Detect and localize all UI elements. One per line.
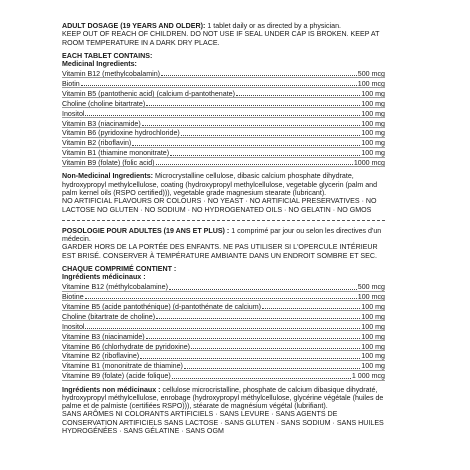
ingredient-name: Vitamine B2 (riboflavine): [62, 352, 140, 361]
ingredient-list: [62, 68, 385, 167]
section-divider: [62, 220, 385, 221]
ingredient-amount: 100 mg: [361, 139, 385, 148]
dosage-paragraph-fr: [62, 227, 385, 244]
ingredient-name: Vitamine B1 (mononitrate de thiamine): [62, 362, 183, 371]
ingredient-name: Vitamine B5 (acide pantothénique) (d-pantothénate de calcium): [62, 303, 262, 312]
contains-heading-fr: CHAQUE COMPRIMÉ CONTIENT :: [62, 265, 177, 274]
medicinal-heading: Medicinal Ingredients:: [62, 60, 137, 69]
ingredient-name: Vitamin B6 (pyridoxine hydrochloride): [62, 129, 180, 138]
ingredient-row: [62, 321, 385, 331]
ingredient-name: Inositol: [62, 109, 85, 118]
ingredient-name: Vitamine B9 (folate) (acide folique): [62, 372, 171, 381]
ingredient-row: [62, 118, 385, 128]
ingredient-row: [62, 68, 385, 78]
ingredient-name: Vitamine B12 (méthylcobalamine): [62, 283, 168, 292]
ingredient-row: [62, 78, 385, 88]
row-rule: [62, 380, 385, 381]
ingredient-amount: 1000 mcg: [353, 159, 385, 168]
non-medicinal-paragraph: [62, 172, 385, 197]
ingredient-amount: 100 mg: [361, 129, 385, 138]
ingredient-row: [62, 301, 385, 311]
dot-leader: [184, 368, 360, 369]
dot-leader: [140, 358, 360, 359]
ingredient-row: [62, 311, 385, 321]
ingredient-row: [62, 331, 385, 341]
ingredient-row: [62, 138, 385, 148]
ingredient-name: Vitamin B3 (niacinamide): [62, 119, 141, 128]
medicinal-heading-fr: Ingrédients médicinaux :: [62, 273, 146, 282]
ingredient-name: Vitamine B6 (chlorhydrate de pyridoxine): [62, 342, 191, 351]
ingredient-amount: 100 mcg: [357, 79, 385, 88]
ingredient-row: [62, 148, 385, 158]
contains-heading: EACH TABLET CONTAINS:: [62, 51, 153, 60]
english-section: [62, 22, 385, 214]
non-medicinal-text-fr: cellulose microcristalline, phosphate de calcium dibasique dihydraté, hydroxypropyl méthylcellulose, enrobage (hydroxypropyl méthylcellulose, glycérine végétale (huiles de palme et de palmiste (certifiées RSPO))), stéarate de magnésium végétal (lubrifiant).: [62, 385, 384, 411]
ingredient-amount: 100 mg: [361, 342, 385, 351]
dot-leader: [156, 164, 353, 165]
ingredient-amount: 100 mg: [361, 99, 385, 108]
ingredient-name: Vitamin B1 (thiamine mononitrate): [62, 149, 170, 158]
ingredient-row: [62, 371, 385, 381]
dot-leader: [181, 135, 361, 136]
dot-leader: [172, 378, 351, 379]
ingredient-amount: 100 mg: [361, 109, 385, 118]
ingredient-row: [62, 292, 385, 302]
ingredient-row: [62, 361, 385, 371]
french-section: [62, 227, 385, 435]
non-medicinal-text: Microcrystalline cellulose, dibasic calcium phosphate dihydrate, hydroxypropyl methylcellulose, coating (hydroxypropyl methylcellulose, vegetable glycerin (palm and palm kernel oils (RSPO certified))), vegetable grade magnesium stearate (lubricant).: [62, 172, 378, 197]
ingredient-name: Vitamin B5 (pantothenic acid) (calcium d-pantothenate): [62, 89, 235, 98]
ingredient-name: Biotin: [62, 79, 80, 88]
ingredient-name: Vitamin B12 (methylcobalamin): [62, 70, 161, 79]
ingredient-row: [62, 108, 385, 118]
non-medicinal-heading: Non-Medicinal Ingredients:: [62, 172, 154, 181]
dot-leader: [142, 125, 361, 126]
ingredient-name: Vitamin B9 (folate) (folic acid): [62, 159, 155, 168]
ingredient-amount: 100 mg: [361, 312, 385, 321]
dot-leader: [156, 318, 360, 319]
warning-text: KEEP OUT OF REACH OF CHILDREN. DO NOT USE IF SEAL UNDER CAP IS BROKEN. KEEP AT ROOM TEMPERATURE IN A DARK DRY PLACE.: [62, 30, 380, 47]
ingredient-row: [62, 351, 385, 361]
dot-leader: [262, 308, 360, 309]
ingredient-amount: 100 mcg: [357, 293, 385, 302]
dot-leader: [81, 85, 357, 86]
dot-leader: [85, 298, 357, 299]
ingredient-amount: 500 mcg: [357, 283, 385, 292]
non-medicinal-paragraph-fr: [62, 386, 385, 411]
ingredient-list-fr: [62, 282, 385, 381]
dot-leader: [85, 115, 360, 116]
dosage-heading: ADULT DOSAGE (19 YEARS AND OLDER):: [62, 22, 206, 30]
dosage-paragraph: [62, 22, 385, 30]
ingredient-row: [62, 98, 385, 108]
dot-leader: [132, 145, 360, 146]
non-medicinal-heading-fr: Ingrédients non médicinaux :: [62, 385, 161, 394]
ingredient-amount: 100 mg: [361, 362, 385, 371]
ingredient-name: Biotine: [62, 293, 84, 302]
ingredient-amount: 100 mg: [361, 89, 385, 98]
dosage-heading-fr: POSOLOGIE POUR ADULTES (19 ANS ET PLUS) :: [62, 226, 230, 235]
ingredient-amount: 100 mg: [361, 322, 385, 331]
dot-leader: [169, 289, 357, 290]
ingredient-row: [62, 128, 385, 138]
free-from-text: NO ARTIFICIAL FLAVOURS OR COLOURS · NO YEAST · NO ARTIFICIAL PRESERVATIVES · NO LACTOSE NO GLUTEN · NO SODIUM · NO HYDROGENATED OILS · NO GELATIN · NO GMOS: [62, 197, 377, 214]
ingredient-amount: 100 mg: [361, 303, 385, 312]
dot-leader: [236, 95, 360, 96]
ingredient-name: Vitamin B2 (riboflavin): [62, 139, 132, 148]
ingredient-row: [62, 158, 385, 168]
ingredient-name: Inositol: [62, 322, 85, 331]
ingredient-amount: 100 mg: [361, 149, 385, 158]
ingredient-row: [62, 282, 385, 292]
dosage-text: 1 tablet daily or as directed by a physician.: [205, 22, 341, 30]
dot-leader: [161, 75, 357, 76]
ingredient-amount: 100 mg: [361, 332, 385, 341]
dot-leader: [191, 348, 360, 349]
dot-leader: [146, 105, 360, 106]
ingredient-amount: 500 mcg: [357, 70, 385, 79]
supplement-label: [62, 22, 385, 435]
warning-text-fr: GARDER HORS DE LA PORTÉE DES ENFANTS. NE PAS UTILISER SI L'OPERCULE INTÉRIEUR EST BRISÉ. CONSERVER À TEMPÉRATURE AMBIANTE DANS UN ENDROIT SOMBRE ET SEC.: [62, 243, 378, 260]
row-rule: [62, 166, 385, 167]
ingredient-row: [62, 88, 385, 98]
dosage-text-fr: 1 comprimé par jour ou selon les directives d'un médecin.: [62, 226, 382, 244]
ingredient-row: [62, 341, 385, 351]
dot-leader: [170, 155, 360, 156]
ingredient-amount: 1 000 mcg: [351, 372, 385, 381]
ingredient-amount: 100 mg: [361, 352, 385, 361]
ingredient-name: Choline (bitartrate de choline): [62, 312, 156, 321]
ingredient-name: Choline (choline bitartrate): [62, 99, 146, 108]
free-from-text-fr: SANS ARÔMES NI COLORANTS ARTIFICIELS · SANS LEVURE · SANS AGENTS DE CONSERVATION ARTIFICIELS SANS LACTOSE · SANS GLUTEN · SANS SODIUM · SANS HUILES HYDROGÉNÉES · SANS GÉLATINE · SANS OGM: [62, 410, 384, 436]
ingredient-name: Vitamine B3 (niacinamide): [62, 332, 145, 341]
ingredient-amount: 100 mg: [361, 119, 385, 128]
dot-leader: [85, 328, 360, 329]
dot-leader: [146, 338, 361, 339]
